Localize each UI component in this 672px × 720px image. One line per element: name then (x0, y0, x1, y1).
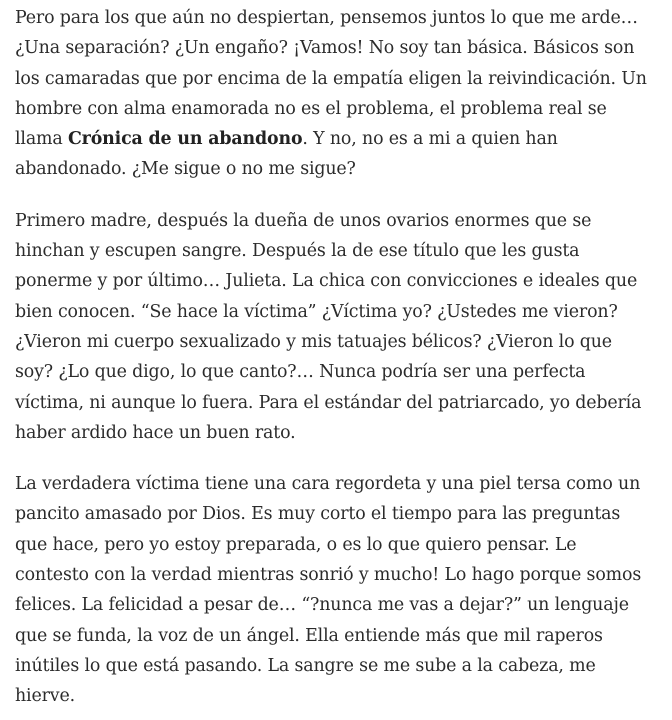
paragraph-3: La verdadera víctima tiene una cara regordeta y una piel tersa como un pancito amasado por Dios. Es muy corto el tiempo para las preguntas que hace, pero yo estoy preparada, o es lo que quiero pensar. Le contesto con la verdad mientras sonrió y mucho! Lo hago porque somos felices. La felicidad a pesar de… “?nunca me vas a dejar?” un lenguaje que se funda, la voz de un ángel. Ella entiende más que mil raperos inútiles lo que está pasando. La sangre se me sube a la cabeza, me hierve. (15, 474, 642, 707)
book-title-bold: Crónica de un abandono (67, 129, 303, 150)
paragraph-2: Primero madre, después la dueña de unos ovarios enormes que se hinchan y escupen sangre. Después la de ese título que les gusta ponerme y por último… Julieta. La chica con convicciones e ideales que bien conocen. “Se hace la víctima” ¿Víctima yo? ¿Ustedes me vieron? ¿Vieron mi cuerpo sexualizado y mis tatuajes bélicos? ¿Vieron lo que soy? ¿Lo que digo, lo que canto?… Nunca podría ser una perfecta víctima, ni aunque lo fuera. Para el estándar del patriarcado, yo debería haber ardido hace un buen rato. (15, 210, 642, 443)
paragraph-1 (15, 3, 654, 185)
paragraph-1-text-end: . Y no, no es a mi a quien han abandonado. ¿Me sigue o no me sigue? (15, 129, 558, 180)
paragraph-1-text-start: Pero para los que aún no despiertan, pensemos juntos lo que me arde… ¿Una separación? ¿Un engaño? ¡Vamos! No soy tan básica. Básicos son los camaradas que por encima de la empatía eligen la reivindicación. Un hombre con alma enamorada no es el problema, el problema real se llama (15, 8, 647, 150)
